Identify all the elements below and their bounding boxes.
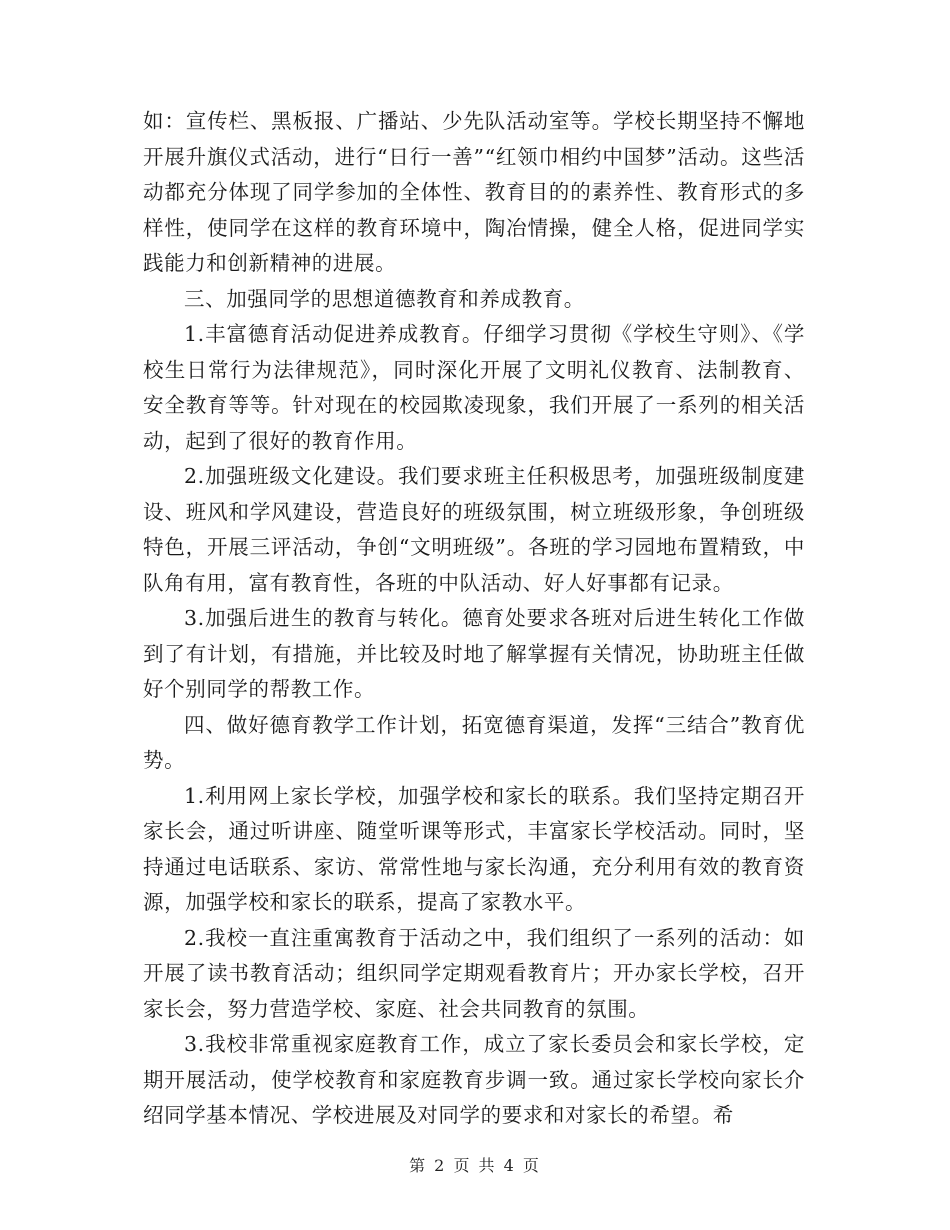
paragraph-activity-education: 2.我校一直注重寓教育于活动之中，我们组织了一系列的活动：如开展了读书教育活动；组织同学定期观看教育片；开办家长学校，召开家长会，努力营造学校、家庭、社会共同教育的氛围。: [143, 925, 805, 1021]
paragraph-online-parent-school: 1.利用网上家长学校，加强学校和家长的联系。我们坚持定期召开家长会，通过听讲座、随堂听课等形式，丰富家长学校活动。同时，坚持通过电话联系、家访、常常性地与家长沟通，充分利用有效的教育资源，加强学校和家长的联系，提高了家教水平。: [143, 783, 805, 914]
paragraph-underachievers: 3.加强后进生的教育与转化。德育处要求各班对后进生转化工作做到了有计划，有措施，并比较及时地了解掌握有关情况，协助班主任做好个别同学的帮教工作。: [143, 606, 805, 701]
section-heading-three: 三、加强同学的思想道德教育和养成教育。: [184, 286, 585, 311]
paragraph-activities-summary: 如：宣传栏、黑板报、广播站、少先队活动室等。学校长期坚持不懈地开展升旗仪式活动，进行“日行一善”“红领巾相约中国梦”活动。这些活动都充分体现了同学参加的全体性、教育目的的素养性、教育形式的多样性，使同学在这样的教育环境中，陶冶情操，健全人格，促进同学实践能力和创新精神的进展。: [143, 109, 805, 275]
paragraph-family-education: 3.我校非常重视家庭教育工作，成立了家长委员会和家长学校，定期开展活动，使学校教育和家庭教育步调一致。通过家长学校向家长介绍同学基本情况、学校进展及对同学的要求和对家长的希望。希: [143, 1032, 805, 1127]
paragraph-moral-activities: 1.丰富德育活动促进养成教育。仔细学习贯彻《学校生守则》、《学校生日常行为法律规范》，同时深化开展了文明礼仪教育、法制教育、安全教育等等。针对现在的校园欺凌现象，我们开展了一系列的相关活动，起到了很好的教育作用。: [143, 322, 805, 453]
document-body: [143, 104, 805, 1134]
paragraph-class-culture: 2.加强班级文化建设。我们要求班主任积极思考，加强班级制度建设、班风和学风建设，营造良好的班级氛围，树立班级形象，争创班级特色，开展三评活动，争创“文明班级”。各班的学习园地布置精致，中队角有用，富有教育性，各班的中队活动、好人好事都有记录。: [143, 464, 805, 595]
page-number-footer: 第 2 页 共 4 页: [409, 1156, 541, 1175]
section-heading-four: 四、做好德育教学工作计划，拓宽德育渠道，发挥“三结合”教育优势。: [143, 712, 805, 772]
